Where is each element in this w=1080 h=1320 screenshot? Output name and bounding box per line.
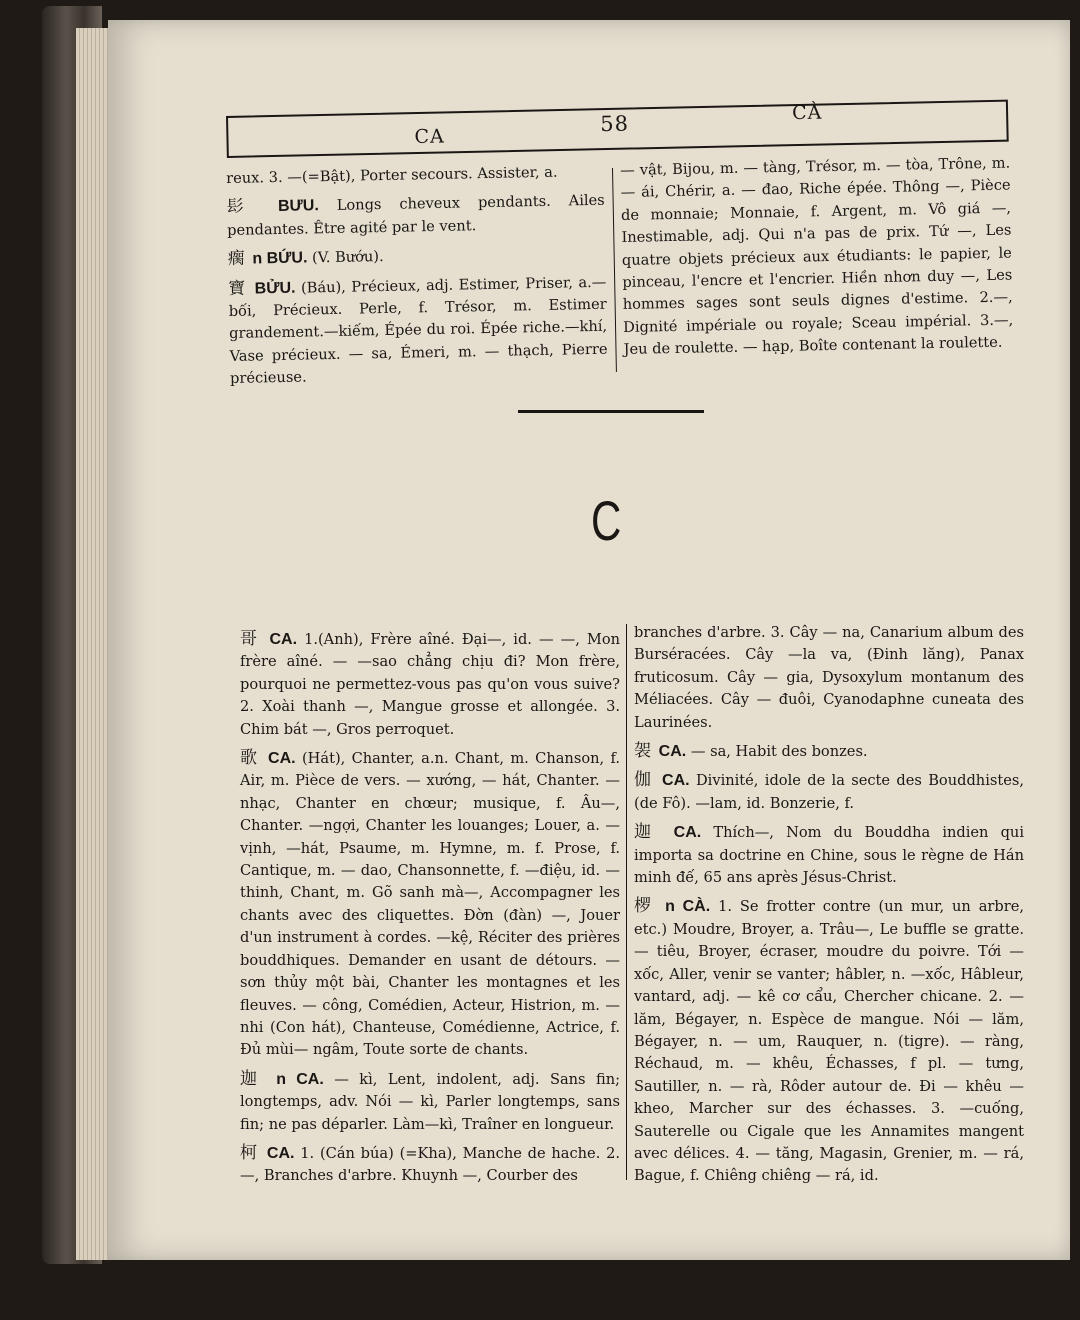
column-rule	[626, 624, 627, 1180]
entry-text: Thích—, Nom du Bouddha indien qui importa sa doctrine en Chine, sous le règne de Hán minh đế, 65 ans après Jésus-Christ.	[634, 824, 1024, 887]
entry-headword: BỬU.	[254, 279, 296, 298]
entry-headword: CA.	[662, 772, 690, 790]
bottom-left-column	[240, 628, 620, 1194]
bottom-right-column	[634, 622, 1024, 1194]
entry-hanzi: 髟	[226, 196, 258, 218]
entry-text: 1. (Cán búa) (=Kha), Manche de hache. 2. —, Branches d'arbre. Khuynh —, Courber des	[240, 1144, 621, 1185]
section-letter: C	[591, 489, 622, 552]
entry-text: 1.(Anh), Frère aîné. Đại—, id. — —, Mon frère aîné. — —sao chẳng chịu đi? Mon frère, pourquoi ne permettez-vous pas qu'on vous suive? 2. Xoài thanh —, Mangue grosse et allongée. 3. Chim bát —, Gros perroquet.	[240, 631, 621, 738]
entry-headword: BƯU.	[277, 197, 319, 216]
column-rule	[612, 168, 617, 372]
entry-headword: n CÀ.	[665, 898, 711, 916]
entry-hanzi: 袈	[634, 741, 651, 762]
entry-text: (Báu), Précieux, adj. Estimer, Priser, a.— bối, Précieux. Perle, f. Trésor, m. Estimer grandement.—kiếm, Épée du roi. Épée riche.—khí, Vase précieux. — sa, Émeri, m. — thạch, Pierre précieuse.	[228, 273, 608, 388]
entry	[228, 241, 606, 272]
entry	[240, 1142, 620, 1188]
entry-text: reux. 3. —(=Bật), Porter secours. Assister, a.	[226, 163, 558, 187]
entry	[634, 769, 1024, 815]
header-left-word: CA	[414, 125, 445, 149]
header-right-word: CÀ	[791, 101, 823, 125]
entry-headword: CA.	[268, 750, 296, 768]
entry	[634, 622, 1024, 734]
page-number: 58	[600, 111, 630, 137]
entry-hanzi: 柯	[240, 1142, 259, 1163]
entry-hanzi: 瘸	[227, 248, 245, 270]
entry-hanzi: 歌	[240, 748, 259, 769]
entry	[240, 1068, 620, 1136]
entry	[240, 628, 620, 741]
entry-text: (Hát), Chanter, a.n. Chant, m. Chanson, f. Air, m. Pièce de vers. — xướng, — hát, Chanter. —nhạc, Chanter en chœur; musique, f. Âu—, Chanter. —ngợi, Chanter les louanges; Louer, a. —vịnh, —hát, Psaume, m. Hymne, m. f. Prose, f. Cantique, m. — dao, Chansonnette, f. —điệu, id. —thinh, Chant, m. Gõ sanh mà—, Accompagner les chants avec des cliquettes. Đờn (đàn) —, Jouer d'un instrument à cordes. —kệ, Réciter des prières bouddhiques. Demander en usant de détours. —sơn thủy một bài, Chanter les montagnes et les fleuves. — công, Comédien, Acteur, Histrion, m. — nhi (Con hát), Chanteuse, Comédienne, Actrice, f. Đủ mùi— ngâm, Toute sorte de chants.	[240, 750, 621, 1059]
entry-text: branches d'arbre. 3. Cây — na, Canarium album des Burséracées. Cây —la va, (Đinh lăng), Panax fruticosum. Cây — gia, Dysoxylum montanum des Méliacées. Cây — đuôi, Cyanodaphne cuneata des Laurinées.	[634, 624, 1024, 731]
entry-hanzi: 迦	[240, 1068, 263, 1089]
entry-headword: CA.	[266, 1144, 295, 1162]
dictionary-page	[108, 20, 1070, 1260]
entry	[634, 821, 1024, 889]
entry	[227, 189, 606, 242]
entry-text: (V. Bướu).	[311, 248, 384, 267]
entry	[634, 895, 1024, 1187]
entry-hanzi: 迦	[634, 822, 659, 843]
entry	[228, 270, 608, 390]
entry-headword: CA.	[269, 631, 298, 648]
entry-headword: n CA.	[276, 1070, 324, 1088]
entry-headword: CA.	[658, 743, 687, 761]
entry	[634, 740, 1024, 763]
entry-text: — vật, Bijou, m. — tàng, Trésor, m. — tòa, Trône, m. — ái, Chérir, a. — đao, Riche épée. Thông —, Pièce de monnaie; Monnaie, f. Argent, m. Vô giá —, Inestimable, adj. Qui n'a pas de prix. Tứ —, Les quatre objets précieux aux étudiants: le papier, le pinceau, l'encre et l'encrier. Hiền nhơn duy —, Les hommes sages sont seuls dignes d'estime. 2.—, Dignité impériale ou royale; Sceau impérial. 3.—, Jeu de roulette. — hạp, Boîte contenant la roulette.	[620, 154, 1014, 359]
top-right-column	[620, 153, 1014, 368]
entry-hanzi: 椤	[634, 896, 655, 917]
entry-headword: n BỨU.	[252, 249, 308, 268]
entry-text: Longs cheveux pendants. Ailes pendantes. Être agité par le vent.	[227, 192, 605, 239]
entry	[226, 161, 604, 191]
running-header	[226, 100, 1009, 158]
entry-text: — kì, Lent, indolent, adj. Sans fin; longtemps, adv. Nói — kì, Parler longtemps, sans fin; ne pas déparler. Làm—kì, Traîner en longueur.	[240, 1070, 621, 1133]
entry-text: Divinité, idole de la secte des Bouddhistes, (de Fô). —lam, id. Bonzerie, f.	[634, 772, 1024, 812]
entry-hanzi: 寶	[228, 278, 247, 299]
top-left-column	[226, 161, 608, 397]
section-divider	[518, 410, 704, 413]
entry-headword: CA.	[673, 824, 702, 842]
entry-text: — sa, Habit des bonzes.	[690, 743, 868, 761]
entry-text: 1. Se frotter contre (un mur, un arbre, etc.) Moudre, Broyer, a. Trâu—, Le buffle se gratte. — tiêu, Broyer, écraser, moudre du poivre. Tới — xốc, Aller, venir se vanter; hâbler, n. —xốc, Hâbleur, vantard, adj. — kê cơ cẩu, Chercher chicane. 2. — lăm, Bégayer, n. Espèce de mangue. Nói — lăm, Bégayer, n. — um, Rauquer, n. (tigre). — ràng, Réchaud, m. — khêu, Échasses, f pl. — tưng, Sautiller, n. — rà, Rôder autour de. Đi — khêu — kheo, Marcher sur des échasses. 3. —cuống, Sauterelle ou Cigale que les Annamites mangent avec délices. 4. — tăng, Magasin, Grenier, m. — rá, Bague, f. Chiêng chiêng — rá, id.	[634, 898, 1024, 1185]
entry-hanzi: 伽	[634, 770, 653, 791]
entry-hanzi: 哥	[240, 629, 260, 649]
entry	[240, 747, 620, 1062]
